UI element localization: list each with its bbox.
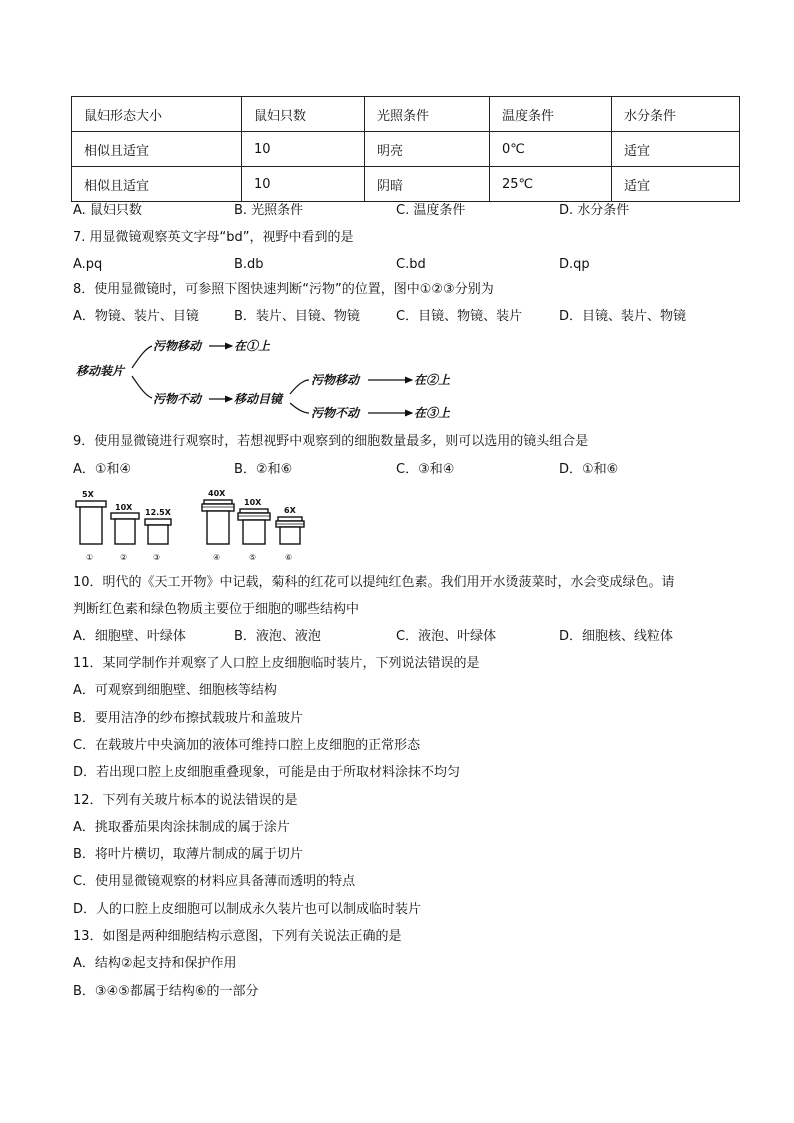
table-cell: 10 — [242, 132, 365, 167]
lens-number: ③ — [153, 553, 161, 562]
table-header-cell: 温度条件 — [490, 97, 612, 132]
eyepiece-3 — [145, 508, 172, 562]
option-a: A. 鼠妇只数 — [73, 203, 142, 218]
q11-option-b: B．要用洁净的纱布擦拭载玻片和盖玻片 — [73, 711, 303, 726]
table-cell: 适宜 — [612, 132, 740, 167]
lens-mag-label: 10X — [244, 498, 262, 507]
option-a: A．细胞壁、叶绿体 — [73, 629, 186, 644]
q10-stem-cont: 判断红色素和绿色物质主要位于细胞的哪些结构中 — [73, 602, 360, 617]
lens-number: ⑤ — [249, 553, 257, 562]
option-d: D．细胞核、线粒体 — [559, 629, 674, 644]
table-cell: 相似且适宜 — [72, 167, 242, 202]
lens-number: ⑥ — [285, 553, 293, 562]
lens-number: ② — [120, 553, 128, 562]
q11-option-a: A．可观察到细胞壁、细胞核等结构 — [73, 683, 277, 698]
option-c: C．液泡、叶绿体 — [396, 629, 497, 644]
q8-stem: 8．使用显微镜时，可参照下图快速判断“污物”的位置，图中①②③分别为 — [73, 282, 494, 297]
objective-4 — [202, 489, 234, 562]
q13-option-b: B．③④⑤都属于结构⑥的一部分 — [73, 984, 259, 999]
q12-option-d: D．人的口腔上皮细胞可以制成永久装片也可以制成临时装片 — [73, 902, 422, 917]
lens-mag-label: 6X — [284, 506, 296, 515]
flow-dirt-moves-2: 污物移动 — [311, 373, 360, 387]
table-header-cell: 鼠妇形态大小 — [72, 97, 242, 132]
q10-options — [73, 628, 753, 646]
table-cell: 10 — [242, 167, 365, 202]
option-c: C. 温度条件 — [396, 203, 466, 218]
q12-option-b: B．将叶片横切，取薄片制成的属于切片 — [73, 847, 303, 862]
q13-option-a: A．结构②起支持和保护作用 — [73, 956, 237, 971]
flow-move-slide: 移动装片 — [76, 364, 125, 378]
lens-mag-label: 5X — [82, 490, 94, 499]
q10-stem: 10．明代的《天工开物》中记载，菊科的红花可以提纯红色素。我们用开水烫菠菜时，水会变成绿色。请 — [73, 575, 675, 590]
option-b: B．液泡、液泡 — [234, 629, 321, 644]
option-b: B.db — [234, 257, 264, 272]
flow-on-1: 在①上 — [234, 339, 271, 353]
option-c: C.bd — [396, 257, 426, 272]
table-cell: 适宜 — [612, 167, 740, 202]
q12-option-c: C．使用显微镜观察的材料应具备薄而透明的特点 — [73, 874, 356, 889]
table-cell: 阴暗 — [365, 167, 490, 202]
option-c: C．③和④ — [396, 462, 455, 477]
option-c: C．目镜、物镜、装片 — [396, 309, 523, 324]
lens-number: ④ — [213, 553, 221, 562]
q11-stem: 11．某同学制作并观察了人口腔上皮细胞临时装片，下列说法错误的是 — [73, 656, 480, 671]
flow-dirt-moves: 污物移动 — [153, 339, 202, 353]
option-b: B．②和⑥ — [234, 462, 293, 477]
flow-on-2: 在②上 — [414, 373, 451, 387]
q12-stem: 12．下列有关玻片标本的说法错误的是 — [73, 793, 298, 808]
table-cell: 相似且适宜 — [72, 132, 242, 167]
option-a: A．①和④ — [73, 462, 132, 477]
option-a: A．物镜、装片、目镜 — [73, 309, 199, 324]
eyepiece-2 — [111, 503, 139, 562]
flow-on-3: 在③上 — [414, 406, 451, 420]
option-d: D. 水分条件 — [559, 203, 630, 218]
table-cell: 25℃ — [490, 167, 612, 202]
option-d: D．目镜、装片、物镜 — [559, 309, 687, 324]
q12-option-a: A．挑取番茄果肉涂抹制成的属于涂片 — [73, 820, 290, 835]
lens-mag-label: 40X — [208, 489, 226, 498]
table-header-cell: 鼠妇只数 — [242, 97, 365, 132]
option-b: B．装片、目镜、物镜 — [234, 309, 360, 324]
q11-option-d: D．若出现口腔上皮细胞重叠现象，可能是由于所取材料涂抹不均匀 — [73, 765, 461, 780]
table-header-cell: 水分条件 — [612, 97, 740, 132]
lens-mag-label: 12.5X — [145, 508, 171, 517]
q11-option-c: C．在载玻片中央滴加的液体可维持口腔上皮细胞的正常形态 — [73, 738, 421, 753]
option-b: B. 光照条件 — [234, 203, 304, 218]
option-d: D．①和⑥ — [559, 462, 619, 477]
flow-dirt-still: 污物不动 — [153, 392, 202, 406]
flow-dirt-still-2: 污物不动 — [311, 406, 360, 420]
lens-mag-label: 10X — [115, 503, 133, 512]
lens-number: ① — [86, 553, 94, 562]
flow-move-eyepiece: 移动目镜 — [234, 392, 283, 406]
table-cell: 0℃ — [490, 132, 612, 167]
objective-6 — [276, 506, 304, 562]
eyepiece-1 — [76, 490, 106, 562]
q13-stem: 13．如图是两种细胞结构示意图，下列有关说法正确的是 — [73, 929, 402, 944]
q9-stem: 9．使用显微镜进行观察时，若想视野中观察到的细胞数量最多，则可以选用的镜头组合是 — [73, 434, 589, 449]
option-d: D.qp — [559, 257, 590, 272]
table-cell: 明亮 — [365, 132, 490, 167]
table-header-cell: 光照条件 — [365, 97, 490, 132]
q7-stem: 7. 用显微镜观察英文字母“bd”，视野中看到的是 — [73, 230, 354, 245]
option-a: A.pq — [73, 257, 103, 272]
objective-5 — [238, 498, 270, 562]
